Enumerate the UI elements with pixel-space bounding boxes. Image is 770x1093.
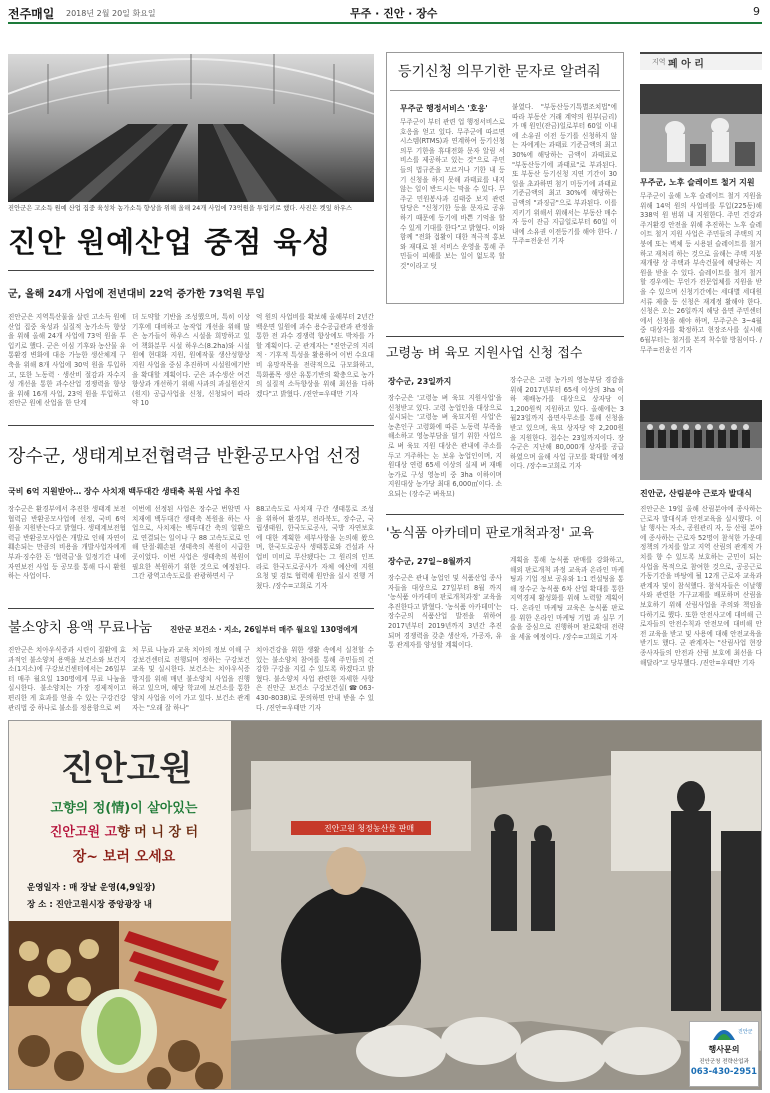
forest-workers-photo: [640, 400, 762, 480]
academy-subhead: 장수군, 27일~8월까지: [388, 557, 472, 566]
rice-headline: 고령농 벼 육모 지원사업 신청 접수: [386, 346, 583, 361]
ecosystem-body-col3: 88고속도로 사치재 구간 생태통로 조성을 위하여 환경부, 전라북도, 장수군, 국립생태원, 한국도로공사, 국방 자연보호에 대한 계획한 세부사항을 논의해 왔으며, 한국도로공사 생태통로와 건설과 사업비 미비로 무산됐다는 그 원리의 인프라로 한국도로공사가 자체 예산에 지원 요청 및 검토 협력해 원안을 실시 진행 거쳤다. /장수=고희로 기자: [256, 505, 374, 590]
fluoride-body-col3: 치아건강을 위한 생활 속에서 실천할 수 있는 불소양치 참여를 통해 주민들의 건강한 구강을 지킬 수 있도록 하겠다고 밝혔다. 불소양치 사업 관련한 자세한 사항은 진안군 보건소 구강보건실(☎063-430-8038)로 문의하면 안내 받을 수 있다. /진안=우태만 기자: [256, 646, 374, 712]
fluoride-body-col2: 처 무료 나눔과 교육 치아의 정보 이해 구강보건센터로 진행되며 정하는 구강보건교육 및 실시한다. 보건소는 치아우식증 방지를 위해 매년 불소양치 사업을 진행하고 있으며, 해당 학교에 보건소를 통한 양치 사업을 이어 가고 있다. 보건소 관계자는 "오래 잘 하나": [132, 646, 250, 712]
ad-phone: 063-430-2951: [690, 1067, 758, 1077]
lead-body-col3: 억 원의 사업비를 확보해 올해부터 2년간 백운면 일원에 과수 용수공급관과 관정을 통한 전 과수 경쟁력 향상에도 박차를 가할 계획이다. 군 관계자는 "진안군의 지리적 · 기후적 특성을 활용하여 이번 수요대비 유망작목을 전략적으로 규모화하고, 특화품목 생산 유통기반의 확충으로 농가의 실질적 소득향상을 위해 최선을 다하겠다"고 밝혔다. /진안=우태만 기자: [256, 313, 374, 398]
ad-sponsor: 행사문의: [708, 1045, 740, 1054]
ad-place-value: 진안고원시장 중앙광장 내: [55, 900, 152, 910]
ad-schedule-value: 매 장날 운영(4,9일장): [69, 883, 156, 893]
slate-headline: 무주군, 노후 슬레이트 철거 지원: [640, 178, 755, 187]
page-number: 9: [753, 5, 760, 18]
ad-schedule: [27, 881, 155, 893]
lead-divider: [8, 270, 374, 271]
lead-photo-caption: 진안군은 고소득 원예 산업 집중 육성차 농가소득 향상을 위해 올해 24개 사업에 73억원을 투입키로 했다. 사진은 켓잎 하우스: [8, 205, 353, 212]
registration-headline: 등기신청 의무기한 문자로 알려줘: [398, 64, 601, 80]
ad-sponsor-org: 진안군청 전략산업과: [699, 1059, 749, 1065]
fluoride-headline: 불소양치 용액 무료나눔: [8, 620, 153, 636]
fluoride-body-col1: 진안군은 치아우식증과 시린이 질환에 효과적인 불소양치 용액을 보건소와 보건지소(1지소)에 구강보건센터에서는 26일부터 매주 월요일 130명에게 무료 나눔을 실시한다. 불소양치는 가장 경제적이고 편리한 게 효과를 얻을 수 있는 구강건강 관리법 중 하나로 불소를 정용함으로 써: [8, 646, 126, 712]
ad-schedule-label: 운영일자 :: [27, 883, 67, 893]
registration-body-col2: 붙였다. "부동산등기특별조치법"에 따라 부동산 거래 계약의 원부(금리)가 매 원인(잔금)일로부터 60일 이내에 소유권 이전 등기를 신청하지 않는 자에게는 과태료 기준금액의 최고 30%에 해당하는 금액이 과태료로 "부동산등기에 과태료"로 부과된다. 또 부동산 등기신청 지연 기간이 30일을 초과하면 첨기 미등기에 과태료 기준금액의 최고 30%에 해당하는 금액의 "과징금"으로 부과된다. 이를 지키기 위해서 위해서는 부동산 매수자 등이 잔금 지급일로부터 60일 이내에 소유권 이전등기를 해야 한다. /무주=전윤선 기자: [512, 103, 617, 246]
ecosystem-body-col1: 장수군은 환경부에서 추진한 생태계 보전협력금 반환공모사업에 선정, 국비 6억 원을 지원받는다고 밝혔다. 생태계보전협력금 반환공모사업은 개발로 인해 자연이 훼손되는 만큼의 비용을 개발사업자에게 부과·징수한 돈 '협력금'을 일정기간 내에 자연보전 사업 등 공모를 통해 다시 환원하는 사업이다.: [8, 505, 126, 581]
slate-body: 무주군이 올해 노후 슬레이트 철거 지원을 위해 14억 원의 사업비를 투입(225동)해 338억 원 범위 내 지원한다. 주민 건강과 주거환경 안전을 위해 추진하는 노후 슬레이트 철거 지원 사업은 주민들의 주택의 지붕에 또는 벽체 등 시용된 슬레이트를 철거하고 재처리 하는 것으로 올해는 주택 지붕 재개량 상 주택과 부속건물에 해당하는 지원을 받을 수 있다. 슬레이트를 철거 철거할 경우에는 무인가 전문업체를 지원을 받을 수 있으며 신청기간에는 세대별 세대원 서류 제출 등 신청은 재계정 활해야 한다. 신청은 오는 26일까지 해당 읍면 주민센터에서 신청을 해야 하며, 무주군은 3~4월 중 대상자를 확정하고 현장조사를 실시해 6월부터는 철거를 본격 착수할 방침이다. /무주=전윤선 기자: [640, 192, 762, 354]
story6-divider: [386, 514, 624, 515]
ecosystem-headline: 장수군, 생태계보전협력금 반환공모사업 선정: [8, 446, 362, 467]
ad-line2: [19, 821, 229, 840]
registration-subhead: 무주군 행정서비스 '호응': [400, 104, 488, 113]
slate-removal-photo: [640, 84, 762, 172]
ad-produce-photo: [9, 921, 231, 1090]
ad-line1: 고향의 정(情)이 살아있는: [50, 801, 198, 816]
story5-divider: [386, 336, 624, 337]
market-sign: 진안고원 청정농산물 판매: [323, 824, 415, 833]
ad-line2a: 진안고원 고: [49, 825, 118, 840]
issue-date: 2018년 2월 20일 화요일: [66, 9, 156, 18]
masthead: [8, 2, 762, 24]
ad-logo-text: 진안군: [738, 1029, 753, 1035]
forest-body: 진안군은 19일 올해 산림분야에 종사하는 근로자 발대식과 안전교육을 실시했다. 이날 행사는 자소, 공원관리 자, 등 산림 분야에 종사하는 근로자 52명이 참석한 가운데 정책의 가치를 알고 지역 산림의 관계적 가치를 향 수 있도록 보호하는 군민이 되는 사업을 목적으로 참여한 것으로, 공공근로가동기간을 바탕에 될 12개 근로자 교육과 관계자 및이 참석했다. 참석자들은 이날행사와 관련한 가구교재를 배포하며 산림을 보호하기 위해 산림사업을 주의와 책임을 다하기로 했다. 또한 안전사고에 대비해 근로자들의 안전수칙과 안전모에 대비해 안전 교육을 받고 및 사용에 대해 안전교육을 받기도 했다. 군 관계자는 "산림사업 현장 종사자들의 안전과 산림 보호에 최선을 다해달라"고 당부했다. /진안=우태만 기자: [640, 505, 762, 667]
forest-headline: 진안군, 산림분야 근로자 발대식: [640, 489, 752, 498]
lead-subhead: 군, 올해 24개 사업에 전년대비 22억 증가한 73억원 투입: [8, 289, 265, 300]
story4-divider: [8, 608, 374, 609]
section-title: 무주 · 진안 · 장수: [350, 7, 438, 20]
ad-line3: 장~ 보러 오세요: [72, 849, 176, 865]
greenhouse-photo: [8, 54, 374, 202]
rice-body-col1: 장수군은 '고령농 벼 육묘 지원사업'을 신청받고 있다. 고령 농업인을 대상으로 실시되는 '고령농 벼 육묘지원 사업'은 농촌인구 고령화에 따른 노동력 부족을 해소하고 영농부담을 덜기 위한 사업으로 벼 육묘 지원 대상은 관내에 주소를 두고 거주하는 논 보유 농업인이며, 지원대상 연령 65세 이상의 실제 벼 재배 농가로 구성 영농비 중 3ha 이하이며 지원대상 농가당 최대 6,000㎡이다. 소요되는 (장수군 벼육묘): [388, 394, 502, 498]
academy-body-col2: 계획을 통해 농식품 판매를 강화하고, 해외 판로개척 과정 교육과 온라인 마케팅과 기업 정보 공유와 1:1 컨설팅을 통해 장수군 농식품 6차 산업 확대를 통한 지역경제 활성화를 위해 노력할 계획이다. 온라인 마케팅 교육은 농식품 판로를 위한 온라인 마케팅 기법 과 실무 기술을 중심으로 진행하며 판로확대 전략을 세울 예정이다. /장수=고희로 기자: [510, 556, 624, 641]
registration-divider: [390, 90, 620, 91]
ecosystem-body-col2: 이번에 선정된 사업은 장수군 번암면 사치재에 백두대간 생태축 복원을 하는 사업으로, 사치재는 백두대간 축의 일환으로 연결되는 일이나 구 88 고속도로로 인해 단절·훼손된 생태축의 복원이 시급한 곳이었다. 이번 사업은 생태축의 복원이 필요한 복원하기 위한 것으로 예정된다. 그간 광역고속도로를 관광하면서 구: [132, 505, 250, 581]
county-logo-icon: [711, 1024, 737, 1042]
lead-headline: 진안 원예산업 중점 육성: [8, 225, 332, 259]
ad-place-label: 장 소 :: [27, 900, 53, 910]
rice-body-col2: 장수군은 고령 농가의 영농부담 경감을 위해 2017년부터 65세 이상의 3ha 이하 재배농가를 대상으로 상자당 이 1,200원씩 지원하고 있다. 올해에는 3월23일까지 읍면사무소를 통해 신청을 받고 있으며, 육묘 상자당 약 2,200원을 지원한다. 접수는 23일까지이다. 장수군은 지난해 80,000개 상자를 공급하였으며 올해 사업 규모를 확대할 예정이다. /장수=고희로 기자: [510, 376, 624, 471]
fluoride-subhead: 진안군 보건소 · 지소, 26일부터 매주 월요일 130명에게: [170, 625, 358, 634]
sidebar-label: 지역: [652, 58, 666, 66]
ad-line2b: 향 머 니 장 터: [117, 825, 199, 840]
registration-body-col1: 무주군이 부터 관련 업 행정서비스로 호응을 얻고 있다. 무주군에 따르면시스템(RTMS)과 연계하여 등기신청 의무 기한을 휴대전화 문자 알림 서비스를 제공하고 있는 것"으로 주민들의 법규준을 모르거나 기한 내 등기 신청을 하지 못해 과태료를 내지 않는 일이 반드시는 막을 수 있다. 무주군 민원봉사과 김태중 보지 관련 담당은 "신청기한 등을 문자로 공유하기 때문에 등기에 바쁜 기억을 할 수 있게 기대를 한다"고 밝혔다. 이와 함께 "전화 접활이 대한 적극적 홍보와 재대로 된 서비스 운영을 통해 주민들이 피해를 보는 일이 없도록 할 것"이라고 덧: [400, 118, 505, 270]
ecosystem-subhead: 국비 6억 지원받아… 장수 사치재 백두대간 생태축 복원 사업 추진: [8, 487, 240, 496]
ad-brand: 진안고원: [61, 749, 193, 789]
rice-subhead: 장수군, 23일까지: [388, 377, 452, 386]
academy-headline: '농식품 아카데미 판로개척과정' 교육: [386, 526, 594, 541]
ad-place: [27, 898, 152, 910]
market-photo: [231, 721, 762, 1090]
publication-name: 전주매일: [8, 7, 55, 21]
academy-body-col1: 장수군은 관내 농업인 및 식품산업 종사자들을 대상으로 27일부터 8월 까지 '농식품 아카데미 판로개척과정' 교육을 추진한다고 밝혔다. '농식품 아카데미'는 장수군의 식품산업 발전을 위하여 2017년부터 2019년까지 3년간 추진되며 경쟁력을 갖춘 생산자, 가공자, 유통 관계자를 양성할 계획이다.: [388, 574, 502, 650]
market-advertisement: [8, 720, 762, 1090]
lead-body-col1: 진안군은 지역특산물을 살린 고소득 원예 산업 집중 육성과 실질적 농가소득 향상을 위해 올해 24개 사업에 73억 원을 투입키로 했다. 군은 이심 기후와 농산물 유통환경 변화에 대응 가능한 생산체계 구축을 위해 8개 사업에 30억 원을 투입하고, 또한 노동력 · 생산비 절감과 자수지 성 개선을 통한 과수산업 경쟁력을 향상을 위해 16개 사업, 23억 원을 투입하고 진안군 원예 산업을 한 단계: [8, 313, 126, 408]
lead-body-col2: 더 도약할 기반을 조성했으며, 특히 이상기후에 대비하고 농작업 개선을 위해 많은 농가들이 하우스 시설을 희망하고 있어 책화분무 시설 하우스(8.2ha)와 시설원예 현대화 지원, 원예작물 생산성향상 지원 사업을 중심 추진하며 시설원예기반을 확대할 계획이다. 군은 과수생산 여건 향상과 개선하기 위해 사과의 과실원산지(원지) 공급사업을 신청, 신청되어 따라 약 10: [132, 313, 250, 408]
story3-divider: [8, 425, 374, 426]
sidebar-title: 페 아 리: [668, 59, 704, 70]
